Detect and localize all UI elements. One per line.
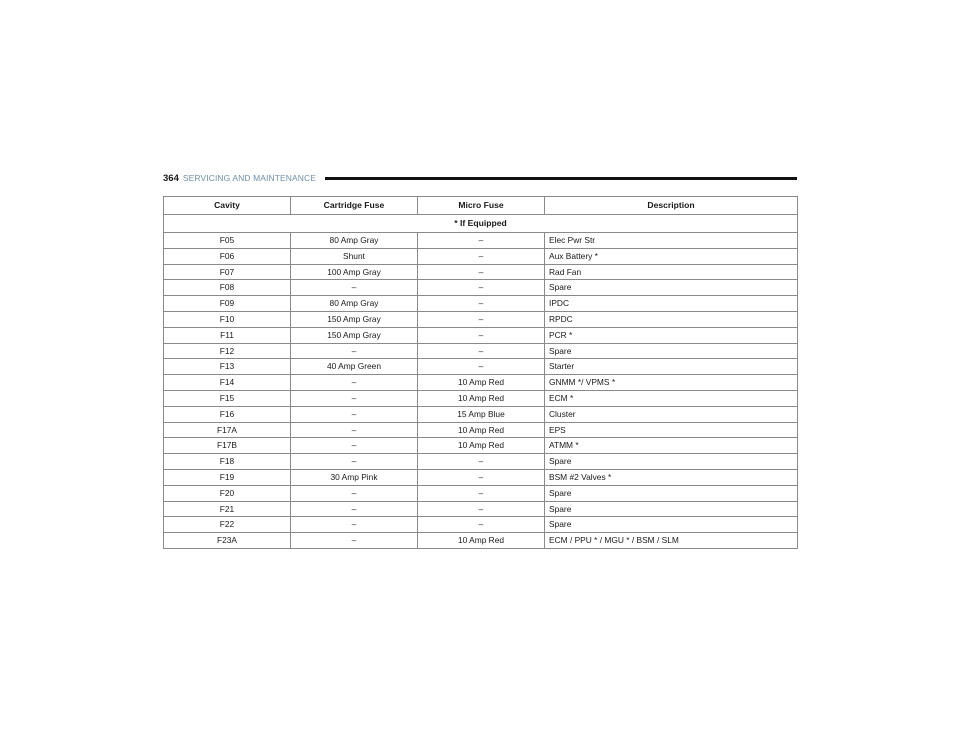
cell-cavity: F05 (164, 233, 291, 249)
cell-cartridge-fuse: Shunt (291, 248, 418, 264)
table-row (164, 469, 798, 485)
table-row (164, 343, 798, 359)
section-title: SERVICING AND MAINTENANCE (182, 173, 317, 183)
header-rule (325, 177, 797, 180)
cell-micro-fuse: 10 Amp Red (418, 533, 545, 549)
cell-description: Spare (545, 280, 798, 296)
cell-description: BSM #2 Valves * (545, 469, 798, 485)
cell-cartridge-fuse: – (291, 343, 418, 359)
table-row (164, 390, 798, 406)
cell-description: Spare (545, 517, 798, 533)
cell-cartridge-fuse: – (291, 438, 418, 454)
cell-cavity: F20 (164, 485, 291, 501)
table-row (164, 438, 798, 454)
cell-cavity: F11 (164, 327, 291, 343)
cell-cartridge-fuse: – (291, 533, 418, 549)
cell-cartridge-fuse: – (291, 406, 418, 422)
table-row (164, 375, 798, 391)
table-row (164, 280, 798, 296)
cell-cavity: F19 (164, 469, 291, 485)
cell-cavity: F07 (164, 264, 291, 280)
cell-cavity: F16 (164, 406, 291, 422)
table-row (164, 233, 798, 249)
cell-description: ECM * (545, 390, 798, 406)
cell-micro-fuse: 10 Amp Red (418, 438, 545, 454)
column-header-micro-fuse: Micro Fuse (418, 197, 545, 215)
table-row (164, 359, 798, 375)
cell-cartridge-fuse: – (291, 422, 418, 438)
note-row (164, 215, 798, 233)
cell-micro-fuse: – (418, 454, 545, 470)
table-row (164, 517, 798, 533)
cell-cartridge-fuse: – (291, 454, 418, 470)
cell-description: Starter (545, 359, 798, 375)
cell-description: GNMM */ VPMS * (545, 375, 798, 391)
cell-micro-fuse: – (418, 233, 545, 249)
cell-cartridge-fuse: – (291, 485, 418, 501)
cell-micro-fuse: 10 Amp Red (418, 422, 545, 438)
table-row (164, 406, 798, 422)
page-header (163, 171, 797, 185)
table-row (164, 501, 798, 517)
cell-cartridge-fuse: 150 Amp Gray (291, 327, 418, 343)
cell-cartridge-fuse: – (291, 375, 418, 391)
cell-micro-fuse: – (418, 248, 545, 264)
table-row (164, 485, 798, 501)
cell-cavity: F18 (164, 454, 291, 470)
cell-description: Spare (545, 485, 798, 501)
cell-cavity: F17B (164, 438, 291, 454)
cell-micro-fuse: 10 Amp Red (418, 375, 545, 391)
cell-micro-fuse: 15 Amp Blue (418, 406, 545, 422)
cell-cavity: F21 (164, 501, 291, 517)
cell-micro-fuse: 10 Amp Red (418, 390, 545, 406)
cell-cartridge-fuse: – (291, 390, 418, 406)
cell-micro-fuse: – (418, 517, 545, 533)
table-header-row (164, 197, 798, 215)
cell-cavity: F12 (164, 343, 291, 359)
cell-cartridge-fuse: – (291, 280, 418, 296)
cell-micro-fuse: – (418, 469, 545, 485)
cell-cartridge-fuse: 80 Amp Gray (291, 296, 418, 312)
cell-description: Elec Pwr Str (545, 233, 798, 249)
cell-description: Spare (545, 454, 798, 470)
cell-micro-fuse: – (418, 264, 545, 280)
column-header-cartridge-fuse: Cartridge Fuse (291, 197, 418, 215)
cell-description: ATMM * (545, 438, 798, 454)
table-body (164, 215, 798, 549)
table-row (164, 264, 798, 280)
cell-description: Cluster (545, 406, 798, 422)
cell-cavity: F09 (164, 296, 291, 312)
cell-cartridge-fuse: 100 Amp Gray (291, 264, 418, 280)
cell-description: EPS (545, 422, 798, 438)
cell-description: IPDC (545, 296, 798, 312)
cell-description: PCR * (545, 327, 798, 343)
cell-cartridge-fuse: 150 Amp Gray (291, 311, 418, 327)
cell-cavity: F17A (164, 422, 291, 438)
column-header-description: Description (545, 197, 798, 215)
table-row (164, 327, 798, 343)
cell-micro-fuse: – (418, 327, 545, 343)
table-row (164, 533, 798, 549)
page-number: 364 (163, 172, 179, 184)
cell-cavity: F15 (164, 390, 291, 406)
cell-description: Spare (545, 501, 798, 517)
cell-description: Aux Battery * (545, 248, 798, 264)
table-row (164, 311, 798, 327)
cell-cavity: F08 (164, 280, 291, 296)
cell-cavity: F23A (164, 533, 291, 549)
cell-cavity: F10 (164, 311, 291, 327)
cell-cartridge-fuse: 30 Amp Pink (291, 469, 418, 485)
cell-cartridge-fuse: – (291, 517, 418, 533)
table-row (164, 454, 798, 470)
cell-micro-fuse: – (418, 311, 545, 327)
cell-micro-fuse: – (418, 501, 545, 517)
cell-cavity: F13 (164, 359, 291, 375)
cell-micro-fuse: – (418, 343, 545, 359)
cell-cartridge-fuse: – (291, 501, 418, 517)
cell-description: Spare (545, 343, 798, 359)
cell-description: RPDC (545, 311, 798, 327)
cell-micro-fuse: – (418, 296, 545, 312)
cell-cavity: F06 (164, 248, 291, 264)
cell-cavity: F22 (164, 517, 291, 533)
fuse-table (163, 196, 798, 549)
cell-micro-fuse: – (418, 280, 545, 296)
if-equipped-note: * If Equipped (164, 215, 798, 233)
table-row (164, 248, 798, 264)
cell-description: Rad Fan (545, 264, 798, 280)
cell-micro-fuse: – (418, 485, 545, 501)
cell-cavity: F14 (164, 375, 291, 391)
column-header-cavity: Cavity (164, 197, 291, 215)
cell-micro-fuse: – (418, 359, 545, 375)
table-row (164, 296, 798, 312)
cell-description: ECM / PPU * / MGU * / BSM / SLM (545, 533, 798, 549)
table-row (164, 422, 798, 438)
cell-cartridge-fuse: 80 Amp Gray (291, 233, 418, 249)
cell-cartridge-fuse: 40 Amp Green (291, 359, 418, 375)
